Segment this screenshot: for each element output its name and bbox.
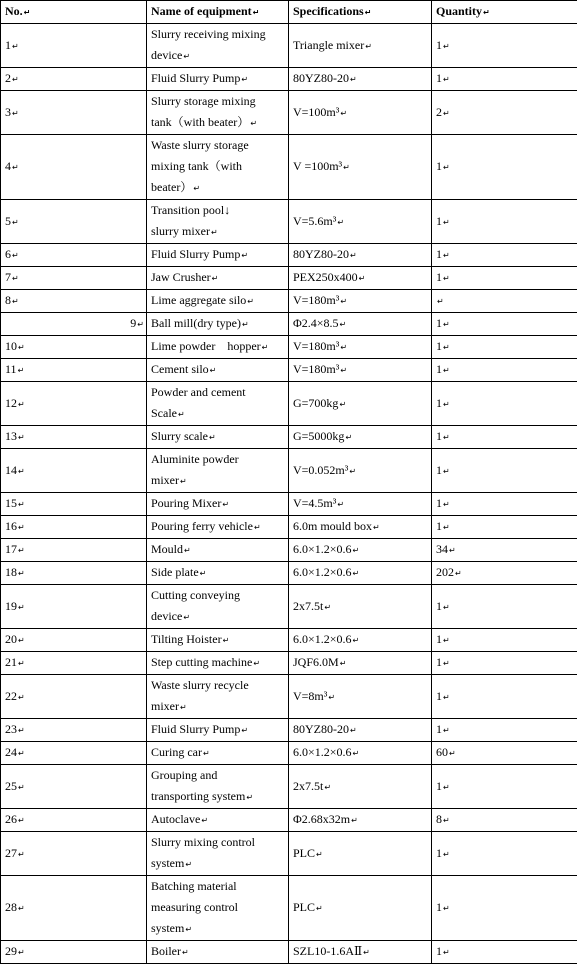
cell-qty: 1↵: [432, 629, 577, 652]
paragraph-mark-icon: ↵: [443, 659, 450, 668]
paragraph-mark-icon: ↵: [184, 546, 191, 555]
cell-spec: V=0.052m³↵: [289, 449, 432, 493]
paragraph-mark-icon: ↵: [18, 400, 25, 409]
paragraph-mark-icon: ↵: [253, 8, 260, 17]
cell-no: 16↵: [1, 516, 147, 539]
cell-qty: 1↵: [432, 876, 577, 941]
cell-name: Pouring Mixer↵: [147, 493, 289, 516]
paragraph-mark-icon: ↵: [350, 75, 357, 84]
paragraph-mark-icon: ↵: [18, 904, 25, 913]
paragraph-mark-icon: ↵: [443, 433, 450, 442]
cell-qty: 1↵: [432, 313, 577, 336]
paragraph-mark-icon: ↵: [443, 948, 450, 957]
paragraph-mark-icon: ↵: [18, 816, 25, 825]
paragraph-mark-icon: ↵: [18, 569, 25, 578]
paragraph-mark-icon: ↵: [137, 320, 144, 329]
cell-name: Curing car↵: [147, 742, 289, 765]
paragraph-mark-icon: ↵: [443, 109, 450, 118]
paragraph-mark-icon: ↵: [209, 433, 216, 442]
paragraph-mark-icon: ↵: [449, 546, 456, 555]
header-qty: Quantity↵: [432, 1, 577, 24]
paragraph-mark-icon: ↵: [212, 274, 219, 283]
table-row: [1, 336, 577, 359]
paragraph-mark-icon: ↵: [18, 523, 25, 532]
paragraph-mark-icon: ↵: [340, 320, 347, 329]
cell-qty: 1↵: [432, 765, 577, 809]
cell-no: 26↵: [1, 809, 147, 832]
paragraph-mark-icon: ↵: [182, 948, 189, 957]
table-row: [1, 652, 577, 675]
paragraph-mark-icon: ↵: [12, 75, 19, 84]
cell-no: 3↵: [1, 91, 147, 135]
cell-spec: V=100m³↵: [289, 91, 432, 135]
cell-qty: 34↵: [432, 539, 577, 562]
paragraph-mark-icon: ↵: [443, 726, 450, 735]
cell-name: Lime powder hopper↵: [147, 336, 289, 359]
cell-spec: 6.0×1.2×0.6↵: [289, 629, 432, 652]
cell-no: 2↵: [1, 68, 147, 91]
cell-spec: 80YZ80-20↵: [289, 68, 432, 91]
paragraph-mark-icon: ↵: [443, 523, 450, 532]
cell-qty: 1↵: [432, 426, 577, 449]
paragraph-mark-icon: ↵: [246, 793, 253, 802]
cell-spec: JQF6.0M↵: [289, 652, 432, 675]
cell-name: Boiler↵: [147, 941, 289, 964]
paragraph-mark-icon: ↵: [443, 75, 450, 84]
cell-name: Slurry storage mixing tank（with beater）↵: [147, 91, 289, 135]
paragraph-mark-icon: ↵: [200, 569, 207, 578]
table-row: [1, 313, 577, 336]
paragraph-mark-icon: ↵: [242, 320, 249, 329]
table-row: [1, 765, 577, 809]
cell-qty: [432, 290, 577, 313]
paragraph-mark-icon: ↵: [455, 569, 462, 578]
table-row: [1, 539, 577, 562]
paragraph-mark-icon: ↵: [222, 500, 229, 509]
paragraph-mark-icon: ↵: [223, 636, 230, 645]
paragraph-mark-icon: ↵: [365, 8, 372, 17]
paragraph-mark-icon: ↵: [18, 636, 25, 645]
header-spec: Specifications↵: [289, 1, 432, 24]
table-row: [1, 941, 577, 964]
paragraph-mark-icon: ↵: [443, 251, 450, 260]
paragraph-mark-icon: ↵: [185, 925, 192, 934]
cell-qty: 1↵: [432, 24, 577, 68]
cell-qty: 1↵: [432, 244, 577, 267]
cell-no: 10↵: [1, 336, 147, 359]
paragraph-mark-icon: ↵: [443, 366, 450, 375]
cell-no: 23↵: [1, 719, 147, 742]
paragraph-mark-icon: ↵: [18, 366, 25, 375]
paragraph-mark-icon: ↵: [443, 816, 450, 825]
cell-spec: Φ2.68x32m↵: [289, 809, 432, 832]
cell-spec: Triangle mixer↵: [289, 24, 432, 68]
paragraph-mark-icon: ↵: [12, 42, 19, 51]
cell-no: 18↵: [1, 562, 147, 585]
cell-name: Cement silo↵: [147, 359, 289, 382]
paragraph-mark-icon: ↵: [337, 218, 344, 227]
cell-spec: Φ2.4×8.5↵: [289, 313, 432, 336]
cell-spec: 80YZ80-20↵: [289, 244, 432, 267]
paragraph-mark-icon: ↵: [328, 693, 335, 702]
paragraph-mark-icon: ↵: [18, 546, 25, 555]
cell-no: 12↵: [1, 382, 147, 426]
cell-name: Transition pool↓ slurry mixer↵: [147, 200, 289, 244]
cell-no: 17↵: [1, 539, 147, 562]
paragraph-mark-icon: ↵: [345, 433, 352, 442]
paragraph-mark-icon: ↵: [183, 52, 190, 61]
cell-no: 5↵: [1, 200, 147, 244]
paragraph-mark-icon: ↵: [241, 251, 248, 260]
cell-spec: V=4.5m³↵: [289, 493, 432, 516]
cell-qty: 60↵: [432, 742, 577, 765]
table-row: [1, 809, 577, 832]
paragraph-mark-icon: ↵: [449, 749, 456, 758]
paragraph-mark-icon: ↵: [12, 163, 19, 172]
cell-name: Waste slurry storage mixing tank（with beater）↵: [147, 135, 289, 200]
table-row: [1, 244, 577, 267]
cell-qty: 202↵: [432, 562, 577, 585]
cell-spec: V=180m³↵: [289, 336, 432, 359]
paragraph-mark-icon: ↵: [18, 603, 25, 612]
cell-name: Slurry scale↵: [147, 426, 289, 449]
paragraph-mark-icon: ↵: [353, 569, 360, 578]
table-row: [1, 426, 577, 449]
paragraph-mark-icon: ↵: [18, 783, 25, 792]
cell-spec: 6.0×1.2×0.6↵: [289, 562, 432, 585]
cell-name: Mould↵: [147, 539, 289, 562]
paragraph-mark-icon: ↵: [12, 297, 19, 306]
cell-name: Lime aggregate silo↵: [147, 290, 289, 313]
paragraph-mark-icon: ↵: [18, 726, 25, 735]
cell-name: Fluid Slurry Pump↵: [147, 68, 289, 91]
table-row: [1, 382, 577, 426]
paragraph-mark-icon: ↵: [340, 659, 347, 668]
paragraph-mark-icon: ↵: [12, 274, 19, 283]
cell-no: 1↵: [1, 24, 147, 68]
paragraph-mark-icon: ↵: [343, 163, 350, 172]
paragraph-mark-icon: ↵: [201, 816, 208, 825]
cell-name: Step cutting machine↵: [147, 652, 289, 675]
cell-spec: 80YZ80-20↵: [289, 719, 432, 742]
cell-no: 8↵: [1, 290, 147, 313]
table-row: [1, 832, 577, 876]
cell-qty: 1↵: [432, 200, 577, 244]
cell-name: Side plate↵: [147, 562, 289, 585]
cell-no: 27↵: [1, 832, 147, 876]
paragraph-mark-icon: ↵: [353, 546, 360, 555]
cell-name: Powder and cement Scale↵: [147, 382, 289, 426]
paragraph-mark-icon: ↵: [443, 274, 450, 283]
paragraph-mark-icon: ↵: [253, 659, 260, 668]
cell-no: 13↵: [1, 426, 147, 449]
cell-spec: G=5000kg↵: [289, 426, 432, 449]
cell-name: Waste slurry recycle mixer↵: [147, 675, 289, 719]
paragraph-mark-icon: ↵: [443, 636, 450, 645]
paragraph-mark-icon: ↵: [340, 366, 347, 375]
paragraph-mark-icon: ↵: [340, 109, 347, 118]
cell-qty: 1↵: [432, 493, 577, 516]
cell-no: 19↵: [1, 585, 147, 629]
cell-qty: 1↵: [432, 135, 577, 200]
cell-qty: 1↵: [432, 585, 577, 629]
paragraph-mark-icon: ↵: [324, 783, 331, 792]
paragraph-mark-icon: ↵: [443, 320, 450, 329]
paragraph-mark-icon: ↵: [18, 433, 25, 442]
paragraph-mark-icon: ↵: [193, 184, 200, 193]
cell-spec: 2x7.5t↵: [289, 585, 432, 629]
paragraph-mark-icon: ↵: [180, 477, 187, 486]
table-row: [1, 91, 577, 135]
paragraph-mark-icon: ↵: [340, 297, 347, 306]
cell-qty: 1↵: [432, 652, 577, 675]
table-row: [1, 68, 577, 91]
paragraph-mark-icon: ↵: [12, 218, 19, 227]
paragraph-mark-icon: ↵: [443, 693, 450, 702]
cell-spec: PLC↵: [289, 876, 432, 941]
paragraph-mark-icon: ↵: [254, 523, 261, 532]
paragraph-mark-icon: ↵: [443, 467, 450, 476]
table-row: [1, 742, 577, 765]
paragraph-mark-icon: ↵: [24, 8, 31, 17]
paragraph-mark-icon: ↵: [247, 297, 254, 306]
table-row: [1, 200, 577, 244]
paragraph-mark-icon: ↵: [18, 749, 25, 758]
paragraph-mark-icon: ↵: [241, 726, 248, 735]
cell-no: 22↵: [1, 675, 147, 719]
paragraph-mark-icon: ↵: [365, 42, 372, 51]
cell-spec: SZL10-1.6AⅡ↵: [289, 941, 432, 964]
cell-qty: 1↵: [432, 516, 577, 539]
paragraph-mark-icon: ↵: [443, 783, 450, 792]
cell-no: 4↵: [1, 135, 147, 200]
cell-no: 15↵: [1, 493, 147, 516]
cell-name: Slurry mixing control system↵: [147, 832, 289, 876]
table-row: [1, 585, 577, 629]
cell-name: Grouping and transporting system↵: [147, 765, 289, 809]
table-row: [1, 876, 577, 941]
table-row: [1, 449, 577, 493]
cell-qty: 1↵: [432, 941, 577, 964]
paragraph-mark-icon: ↵: [18, 500, 25, 509]
cell-name: Aluminite powder mixer↵: [147, 449, 289, 493]
paragraph-mark-icon: ↵: [443, 400, 450, 409]
paragraph-mark-icon: ↵: [12, 109, 19, 118]
cell-qty: 1↵: [432, 68, 577, 91]
cell-spec: 6.0m mould box↵: [289, 516, 432, 539]
cell-no: 7↵: [1, 267, 147, 290]
cell-qty: 2↵: [432, 91, 577, 135]
table-row: [1, 719, 577, 742]
cell-qty: 1↵: [432, 832, 577, 876]
table-row: [1, 267, 577, 290]
table-row: [1, 562, 577, 585]
table-row: [1, 516, 577, 539]
paragraph-mark-icon: ↵: [437, 297, 444, 306]
paragraph-mark-icon: ↵: [373, 523, 380, 532]
cell-name: Ball mill(dry type)↵: [147, 313, 289, 336]
cell-name: Tilting Hoister↵: [147, 629, 289, 652]
cell-qty: 1↵: [432, 449, 577, 493]
cell-name: Fluid Slurry Pump↵: [147, 244, 289, 267]
cell-no: 9↵: [1, 313, 147, 336]
paragraph-mark-icon: ↵: [350, 251, 357, 260]
cell-name: Batching material measuring control system↵: [147, 876, 289, 941]
paragraph-mark-icon: ↵: [350, 726, 357, 735]
cell-name: Autoclave↵: [147, 809, 289, 832]
paragraph-mark-icon: ↵: [443, 343, 450, 352]
paragraph-mark-icon: ↵: [18, 467, 25, 476]
table-row: [1, 493, 577, 516]
cell-spec: V=5.6m³↵: [289, 200, 432, 244]
paragraph-mark-icon: ↵: [12, 251, 19, 260]
cell-no: 14↵: [1, 449, 147, 493]
paragraph-mark-icon: ↵: [210, 366, 217, 375]
cell-qty: 1↵: [432, 267, 577, 290]
table-header-row: [1, 1, 577, 24]
paragraph-mark-icon: ↵: [18, 948, 25, 957]
paragraph-mark-icon: ↵: [353, 749, 360, 758]
cell-spec: V=180m³↵: [289, 290, 432, 313]
paragraph-mark-icon: ↵: [262, 343, 269, 352]
cell-spec: PEX250x400↵: [289, 267, 432, 290]
cell-name: Slurry receiving mixing device↵: [147, 24, 289, 68]
paragraph-mark-icon: ↵: [180, 703, 187, 712]
paragraph-mark-icon: ↵: [443, 218, 450, 227]
cell-spec: G=700kg↵: [289, 382, 432, 426]
cell-qty: 8↵: [432, 809, 577, 832]
paragraph-mark-icon: ↵: [339, 400, 346, 409]
paragraph-mark-icon: ↵: [349, 467, 356, 476]
paragraph-mark-icon: ↵: [443, 603, 450, 612]
paragraph-mark-icon: ↵: [443, 42, 450, 51]
paragraph-mark-icon: ↵: [18, 343, 25, 352]
paragraph-mark-icon: ↵: [211, 228, 218, 237]
cell-name: Cutting conveying device↵: [147, 585, 289, 629]
cell-name: Fluid Slurry Pump↵: [147, 719, 289, 742]
paragraph-mark-icon: ↵: [18, 693, 25, 702]
cell-spec: 6.0×1.2×0.6↵: [289, 742, 432, 765]
cell-qty: 1↵: [432, 675, 577, 719]
paragraph-mark-icon: ↵: [316, 904, 323, 913]
cell-no: 25↵: [1, 765, 147, 809]
table-row: [1, 629, 577, 652]
table-row: [1, 135, 577, 200]
cell-no: 20↵: [1, 629, 147, 652]
cell-name: Pouring ferry vehicle↵: [147, 516, 289, 539]
table-row: [1, 290, 577, 313]
paragraph-mark-icon: ↵: [185, 860, 192, 869]
paragraph-mark-icon: ↵: [316, 850, 323, 859]
table-row: [1, 24, 577, 68]
paragraph-mark-icon: ↵: [443, 904, 450, 913]
paragraph-mark-icon: ↵: [337, 500, 344, 509]
paragraph-mark-icon: ↵: [363, 948, 370, 957]
cell-spec: V=180m³↵: [289, 359, 432, 382]
paragraph-mark-icon: ↵: [443, 850, 450, 859]
paragraph-mark-icon: ↵: [18, 659, 25, 668]
paragraph-mark-icon: ↵: [183, 613, 190, 622]
paragraph-mark-icon: ↵: [178, 410, 185, 419]
cell-spec: V=8m³↵: [289, 675, 432, 719]
paragraph-mark-icon: ↵: [351, 816, 358, 825]
paragraph-mark-icon: ↵: [443, 500, 450, 509]
cell-no: 29↵: [1, 941, 147, 964]
paragraph-mark-icon: ↵: [250, 119, 257, 128]
cell-no: 6↵: [1, 244, 147, 267]
paragraph-mark-icon: ↵: [340, 343, 347, 352]
cell-qty: 1↵: [432, 359, 577, 382]
paragraph-mark-icon: ↵: [18, 850, 25, 859]
header-no: No.↵: [1, 1, 147, 24]
paragraph-mark-icon: ↵: [241, 75, 248, 84]
cell-spec: 6.0×1.2×0.6↵: [289, 539, 432, 562]
paragraph-mark-icon: ↵: [324, 603, 331, 612]
table-row: [1, 675, 577, 719]
paragraph-mark-icon: ↵: [443, 163, 450, 172]
paragraph-mark-icon: ↵: [483, 8, 490, 17]
cell-spec: 2x7.5t↵: [289, 765, 432, 809]
cell-qty: 1↵: [432, 336, 577, 359]
cell-no: 21↵: [1, 652, 147, 675]
cell-no: 11↵: [1, 359, 147, 382]
table-row: [1, 359, 577, 382]
cell-no: 24↵: [1, 742, 147, 765]
cell-qty: 1↵: [432, 382, 577, 426]
paragraph-mark-icon: ↵: [359, 274, 366, 283]
cell-spec: PLC↵: [289, 832, 432, 876]
cell-qty: 1↵: [432, 719, 577, 742]
cell-no: 28↵: [1, 876, 147, 941]
cell-spec: V =100m³↵: [289, 135, 432, 200]
header-name: Name of equipment↵: [147, 1, 289, 24]
cell-name: Jaw Crusher↵: [147, 267, 289, 290]
paragraph-mark-icon: ↵: [353, 636, 360, 645]
paragraph-mark-icon: ↵: [203, 749, 210, 758]
